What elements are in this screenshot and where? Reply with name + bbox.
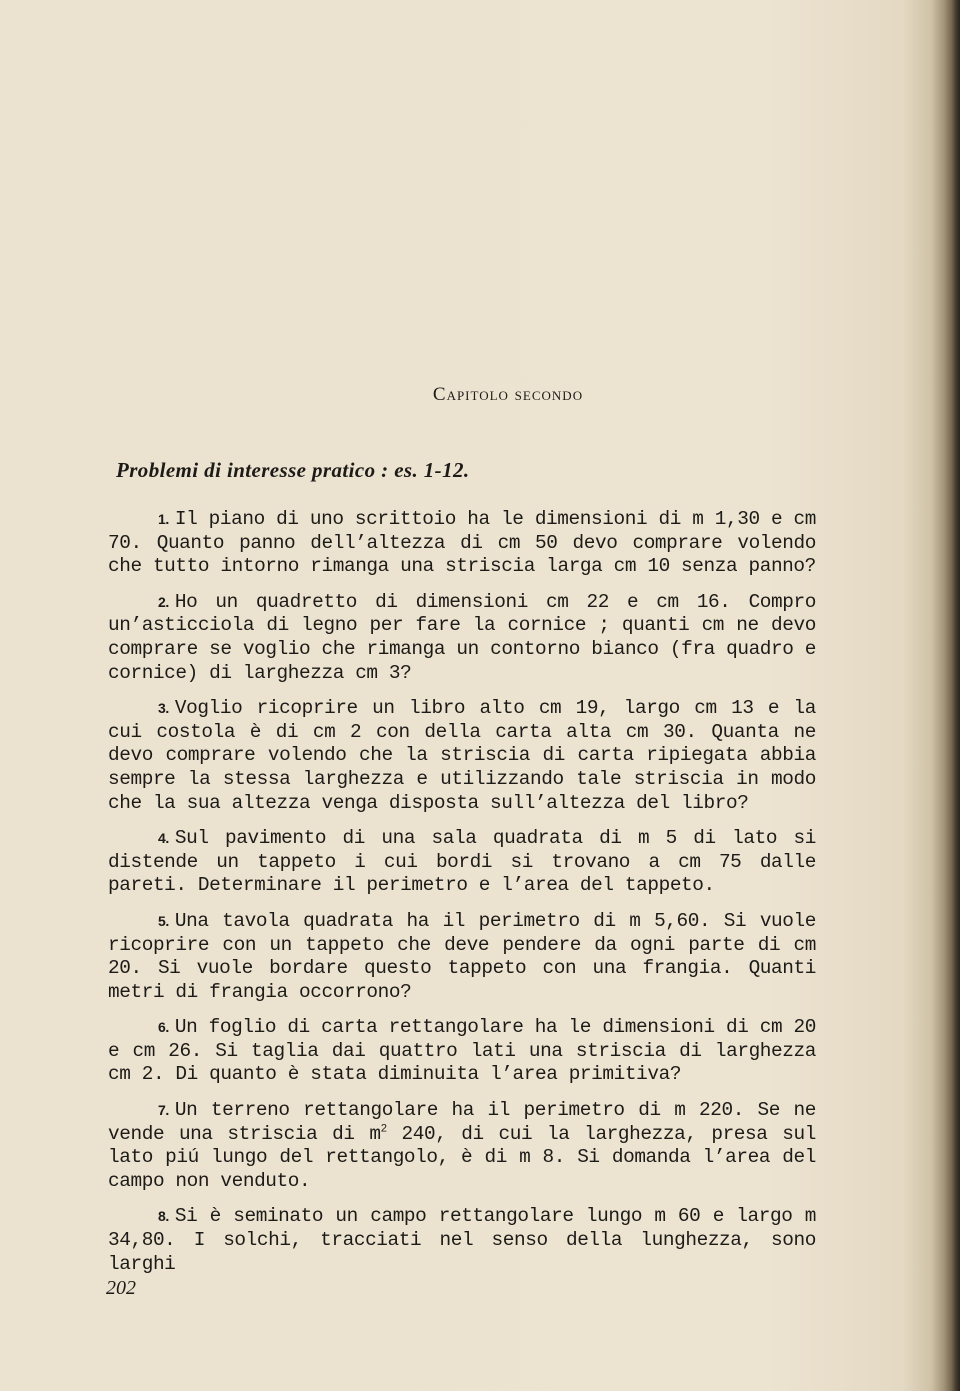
section-title: Problemi di interesse pratico : es. 1-12.	[116, 458, 470, 482]
problem-number: 8.	[158, 1208, 169, 1225]
problem-3	[108, 697, 816, 815]
problem-number: 2.	[158, 593, 169, 610]
problem-list	[108, 508, 816, 1288]
problem-number: 5.	[158, 912, 169, 929]
problem-number: 3.	[158, 700, 169, 717]
problem-number: 4.	[158, 830, 169, 847]
problem-8	[108, 1205, 816, 1276]
problem-text-part2: 240, di cui la larghezza, presa sul lato piú lungo del rettangolo, è di m 8. Si domanda l’area del campo non venduto.	[108, 1122, 816, 1192]
chapter-heading: Capitolo secondo	[432, 384, 584, 405]
problem-6	[108, 1016, 816, 1087]
problem-7	[108, 1099, 816, 1193]
problem-text: Una tavola quadrata ha il perimetro di m 5,60. Si vuole ricoprire con un tappeto che deve pendere da ogni parte di cm 20. Si vuole bordare questo tappeto con una frangia. Quanti metri di frangia occorrono?	[108, 909, 816, 1003]
page-number: 202	[106, 1277, 136, 1299]
problem-1	[108, 508, 816, 579]
problem-number: 7.	[158, 1102, 169, 1119]
problem-text-part1: Un terreno rettangolare ha il perimetro di m 220. Se ne vende una striscia di m	[108, 1099, 816, 1145]
problem-text: Voglio ricoprire un libro alto cm 19, largo cm 13 e la cui costola è di cm 2 con della carta alta cm 30. Quanta ne devo comprare volendo che la striscia di carta ripiegata abbia sempre la stessa larghezza e utilizzando tale striscia in modo che la sua altezza venga disposta sull’altezza del libro?	[108, 697, 816, 814]
problem-text: Un foglio di carta rettangolare ha le dimensioni di cm 20 e cm 26. Si taglia dai quattro lati una striscia di larghezza cm 2. Di quanto è stata diminuita l’area primitiva?	[108, 1016, 816, 1086]
binding-edge	[944, 0, 960, 1391]
problem-number: 1.	[158, 511, 169, 527]
problem-text: Il piano di uno scrittoio ha le dimensioni di m 1,30 e cm 70. Quanto panno dell’altezza di cm 50 devo comprare volendo che tutto intorno rimanga una striscia larga cm 10 senza panno?	[108, 508, 816, 578]
problem-text: Si è seminato un campo rettangolare lungo m 60 e largo m 34,80. I solchi, tracciati nel senso della lunghezza, sono larghi	[108, 1205, 816, 1275]
problem-4	[108, 827, 816, 898]
problem-text: Ho un quadretto di dimensioni cm 22 e cm 16. Compro un’asticciola di legno per fare la cornice ; quanti cm ne devo comprare se voglio che rimanga un contorno bianco (fra quadro e cornice) di larghezza cm 3?	[108, 590, 816, 684]
problem-number: 6.	[158, 1019, 169, 1036]
problem-5	[108, 910, 816, 1004]
superscript-2: 2	[380, 1123, 387, 1136]
problem-text: Sul pavimento di una sala quadrata di m 5 di lato si distende un tappeto i cui bordi si trovano a cm 75 dalle pareti. Determinare il perimetro e l’area del tappeto.	[108, 827, 816, 897]
problem-2	[108, 591, 816, 685]
